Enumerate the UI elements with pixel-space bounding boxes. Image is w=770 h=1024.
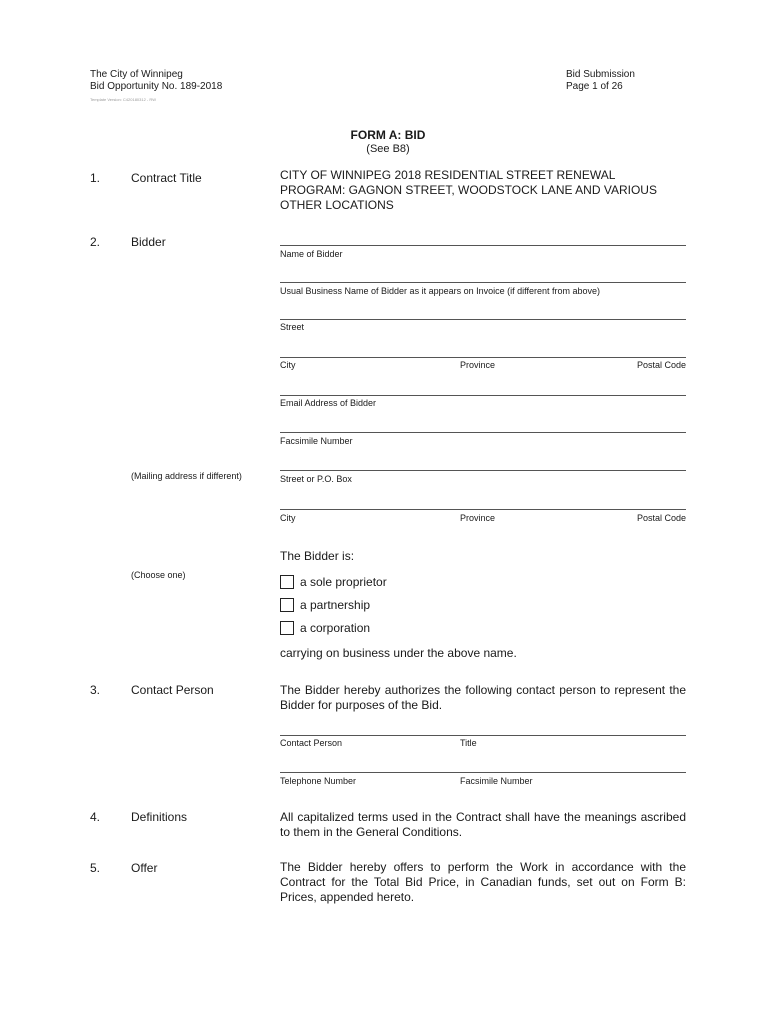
section-2-number: 2. — [90, 235, 101, 249]
bidder-is-label: The Bidder is: — [280, 549, 355, 563]
contact-person-caption: Contact Person — [280, 738, 343, 748]
section-4-label: Definitions — [131, 810, 188, 824]
city-caption: City — [280, 360, 296, 370]
street-po-box-line[interactable] — [280, 470, 686, 471]
street-caption: Street — [280, 322, 305, 332]
section-1-number: 1. — [90, 171, 101, 185]
section-5-label: Offer — [131, 861, 158, 875]
telephone-fax-line[interactable] — [280, 772, 686, 773]
usual-business-name-line[interactable] — [280, 282, 686, 283]
fax-line[interactable] — [280, 432, 686, 433]
street-line[interactable] — [280, 319, 686, 320]
section-2-label: Bidder — [131, 235, 166, 249]
header-template-version: Template Version: C420180312 - RW — [90, 97, 156, 102]
mailing-city-caption: City — [280, 513, 296, 523]
section-3-number: 3. — [90, 683, 101, 697]
sole-proprietor-label: a sole proprietor — [300, 575, 387, 589]
postal-code-caption: Postal Code — [636, 360, 686, 370]
street-po-box-caption: Street or P.O. Box — [280, 474, 352, 484]
header-page-number: Page 1 of 26 — [566, 81, 623, 92]
contact-person-title-line[interactable] — [280, 735, 686, 736]
contract-title-line: CITY OF WINNIPEG 2018 RESIDENTIAL STREET RENEWAL — [280, 168, 616, 182]
header-bid-number: Bid Opportunity No. 189-2018 — [90, 81, 223, 92]
sole-proprietor-checkbox[interactable] — [280, 575, 294, 589]
choose-one-note: (Choose one) — [131, 570, 186, 580]
definitions-text: All capitalized terms used in the Contract shall have the meanings ascribed to them in the General Conditions. — [280, 810, 686, 839]
contract-title-text — [280, 168, 690, 213]
mailing-province-caption: Province — [460, 513, 496, 523]
email-line[interactable] — [280, 395, 686, 396]
name-of-bidder-caption: Name of Bidder — [280, 249, 343, 259]
form-title: FORM A: BID — [350, 128, 426, 142]
header-org: The City of Winnipeg — [90, 69, 183, 80]
contract-title-line: OTHER LOCATIONS — [280, 198, 394, 212]
section-5-number: 5. — [90, 861, 101, 875]
mailing-postal-code-caption: Postal Code — [636, 513, 686, 523]
form-subtitle: (See B8) — [366, 143, 410, 155]
mailing-address-note: (Mailing address if different) — [131, 471, 242, 481]
mailing-city-province-postal-line[interactable] — [280, 509, 686, 510]
section-1-label: Contract Title — [131, 171, 202, 185]
contact-person-text: The Bidder hereby authorizes the following contact person to represent the Bidder for purposes of the Bid. — [280, 683, 686, 712]
contract-title-line: PROGRAM: GAGNON STREET, WOODSTOCK LANE AND VARIOUS — [280, 183, 657, 197]
fax-caption: Facsimile Number — [280, 436, 353, 446]
city-province-postal-line[interactable] — [280, 357, 686, 358]
corporation-label: a corporation — [300, 621, 371, 635]
section-4-number: 4. — [90, 810, 101, 824]
name-of-bidder-line[interactable] — [280, 245, 686, 246]
section-3-label: Contact Person — [131, 683, 214, 697]
header-section: Bid Submission — [566, 69, 635, 80]
contact-fax-caption: Facsimile Number — [460, 776, 533, 786]
province-caption: Province — [460, 360, 496, 370]
email-caption: Email Address of Bidder — [280, 398, 377, 408]
corporation-checkbox[interactable] — [280, 621, 294, 635]
offer-text: The Bidder hereby offers to perform the Work in accordance with the Contract for the Total Bid Price, in Canadian funds, set out on Form B: Prices, appended hereto. — [280, 860, 686, 904]
telephone-caption: Telephone Number — [280, 776, 357, 786]
partnership-checkbox[interactable] — [280, 598, 294, 612]
usual-business-name-caption: Usual Business Name of Bidder as it appears on Invoice (if different from above) — [280, 286, 600, 296]
partnership-label: a partnership — [300, 598, 371, 612]
carrying-on-business-text: carrying on business under the above name. — [280, 646, 517, 660]
title-caption: Title — [460, 738, 477, 748]
